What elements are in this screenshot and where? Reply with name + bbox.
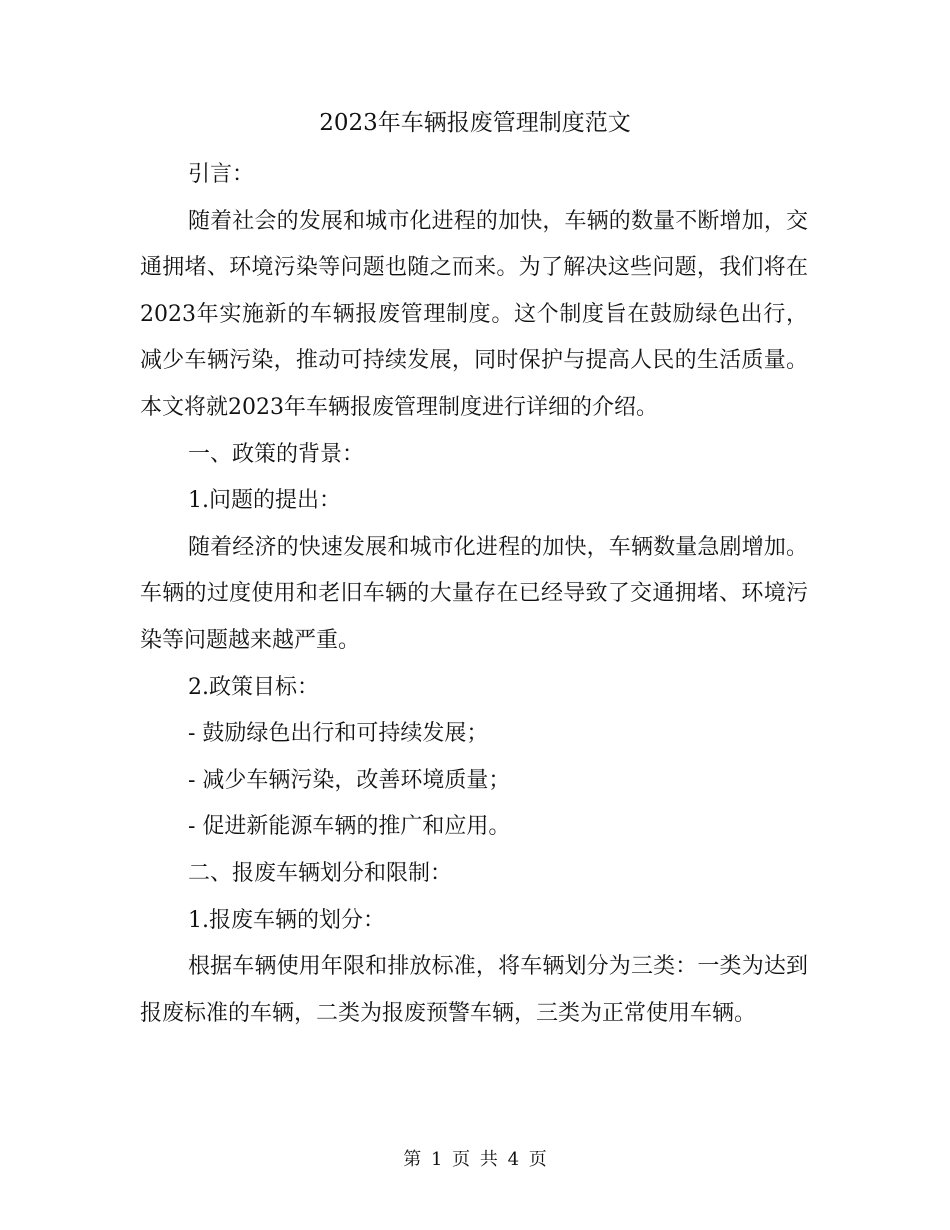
subheading-problem: 1.问题的提出： bbox=[188, 488, 341, 514]
list-item-goal-3: - 促进新能源车辆的推广和应用。 bbox=[188, 814, 511, 840]
document-body bbox=[140, 152, 808, 1037]
subheading-classification: 1.报废车辆的划分： bbox=[188, 907, 385, 933]
paragraph-intro-heading: 引言： bbox=[188, 162, 255, 187]
page-footer: 第 1 页 共 4 页 bbox=[403, 1149, 547, 1170]
list-item-goal-2: - 减少车辆污染，改善环境质量； bbox=[188, 767, 511, 793]
section-heading-classification: 二、报废车辆划分和限制： bbox=[188, 860, 453, 886]
section-heading-background: 一、政策的背景： bbox=[188, 441, 365, 467]
document-title: 2023年车辆报废管理制度范文 bbox=[319, 110, 631, 136]
subheading-policy-goals: 2.政策目标： bbox=[188, 674, 319, 700]
list-item-goal-1: - 鼓励绿色出行和可持续发展； bbox=[188, 721, 489, 747]
paragraph-classification: 根据车辆使用年限和排放标准，将车辆划分为三类：一类为达到报废标准的车辆，二类为报废预警车辆，三类为正常使用车辆。 bbox=[140, 954, 808, 1026]
paragraph-intro: 随着社会的发展和城市化进程的加快，车辆的数量不断增加，交通拥堵、环境污染等问题也随之而来。为了解决这些问题，我们将在2023年实施新的车辆报废管理制度。这个制度旨在鼓励绿色出行，减少车辆污染，推动可持续发展，同时保护与提高人民的生活质量。本文将就2023年车辆报废管理制度进行详细的介绍。 bbox=[140, 208, 808, 420]
paragraph-problem: 随着经济的快速发展和城市化进程的加快，车辆数量急剧增加。车辆的过度使用和老旧车辆的大量存在已经导致了交通拥堵、环境污染等问题越来越严重。 bbox=[140, 534, 808, 653]
